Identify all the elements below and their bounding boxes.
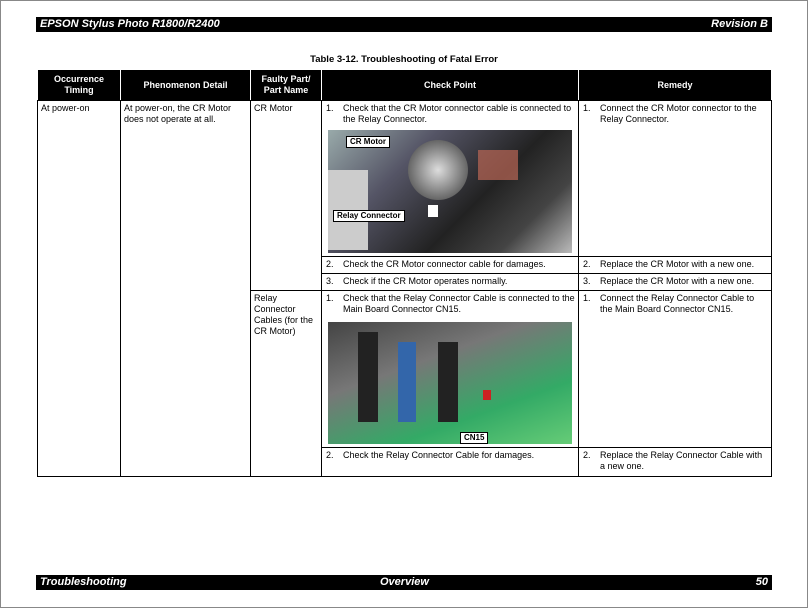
remedy-cell: 1. Connect the CR Motor connector to the Relay Connector. [578, 100, 772, 257]
doc-title: EPSON Stylus Photo R1800/R2400 [40, 18, 220, 30]
remedy-cell: 2. Replace the CR Motor with a new one. [578, 256, 772, 274]
photo-label: CR Motor [346, 136, 390, 148]
remedy-cell: 1. Connect the Relay Connector Cable to the Main Board Connector CN15. [578, 290, 772, 448]
photo-label: CN15 [460, 432, 488, 444]
footer-section: Troubleshooting [40, 576, 127, 588]
check-cell: 1. Check that the Relay Connector Cable is connected to the Main Board Connector CN15. [321, 290, 579, 448]
col-header: Check Point [321, 69, 579, 101]
page-number: 50 [755, 576, 768, 588]
footer-subsection: Overview [380, 576, 429, 588]
remedy-cell: 3. Replace the CR Motor with a new one. [578, 273, 772, 291]
part-cell: CR Motor [250, 100, 322, 291]
part-cell: Relay Connector Cables (for the CR Motor) [250, 290, 322, 477]
col-header: Faulty Part/ Part Name [250, 69, 322, 101]
cn15-photo [328, 322, 572, 444]
timing-cell: At power-on [37, 100, 121, 477]
col-header: Occurrence Timing [37, 69, 121, 101]
col-header: Remedy [578, 69, 772, 101]
check-cell: 2. Check the Relay Connector Cable for damages. [321, 447, 579, 477]
check-cell: 2. Check the CR Motor connector cable for damages. [321, 256, 579, 274]
revision: Revision B [711, 18, 768, 30]
detail-cell: At power-on, the CR Motor does not operate at all. [120, 100, 251, 477]
page-footer [36, 575, 772, 590]
remedy-cell: 2. Replace the Relay Connector Cable with a new one. [578, 447, 772, 477]
page-header [36, 17, 772, 32]
photo-label: Relay Connector [333, 210, 405, 222]
check-cell: 1. Check that the CR Motor connector cable is connected to the Relay Connector. [321, 100, 579, 257]
table-caption: Table 3-12. Troubleshooting of Fatal Error [310, 54, 498, 65]
check-cell: 3. Check if the CR Motor operates normally. [321, 273, 579, 291]
col-header: Phenomenon Detail [120, 69, 251, 101]
cr-motor-photo [328, 130, 572, 253]
